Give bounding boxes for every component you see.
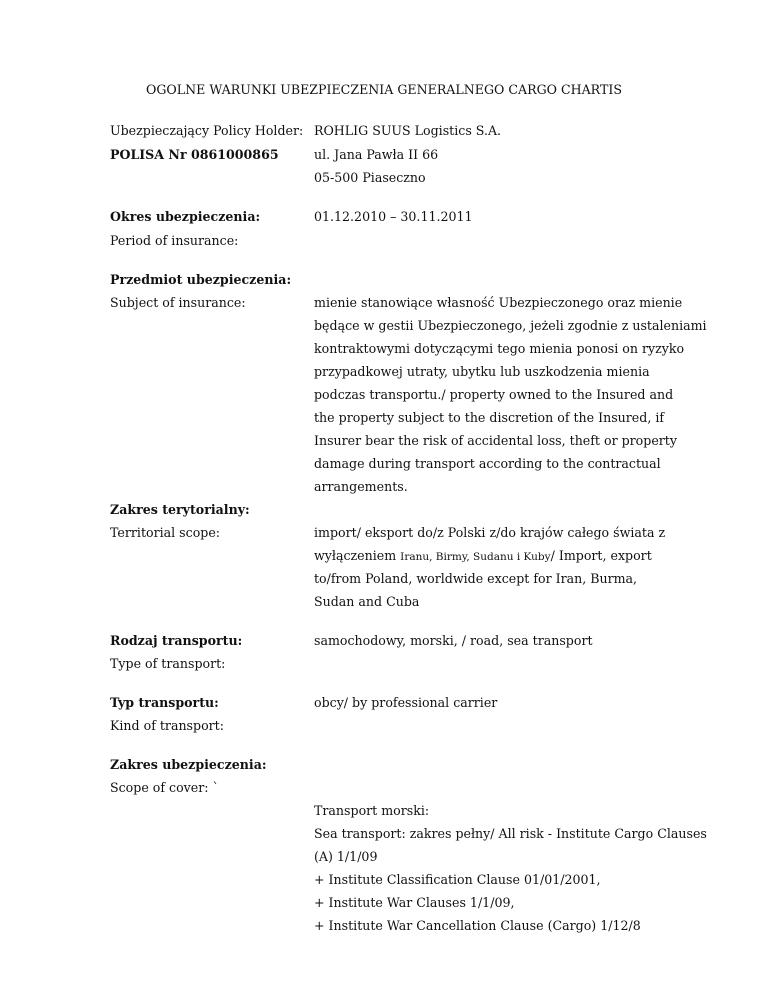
subject-line: przypadkowej utraty, ubytku lub uszkodzenia mienia — [314, 364, 650, 379]
document-title: OGOLNE WARUNKI UBEZPIECZENIA GENERALNEGO CARGO CHARTIS — [146, 82, 622, 97]
policy-number: POLISA Nr 0861000865 — [110, 147, 279, 162]
scope-line: Sea transport: zakres pełny/ All risk - Institute Cargo Clauses — [314, 826, 707, 841]
subject-line: będące w gestii Ubezpieczonego, jeżeli zgodnie z ustaleniami — [314, 318, 707, 333]
territorial-line: Sudan and Cuba — [314, 594, 420, 609]
policy-holder-label: Ubezpieczający Policy Holder: — [110, 123, 304, 138]
transport-type-value: samochodowy, morski, / road, sea transport — [314, 633, 593, 648]
subject-line: podczas transportu./ property owned to the Insured and — [314, 387, 674, 402]
transport-kind-label: Typ transportu: — [110, 695, 219, 710]
transport-type-label: Rodzaj transportu: — [110, 633, 243, 648]
subject-line: Insurer bear the risk of accidental loss, theft or property — [314, 433, 677, 448]
scope-line: + Institute War Cancellation Clause (Cargo) 1/12/8 — [314, 918, 641, 933]
territorial-text: wyłączeniem — [314, 548, 401, 563]
subject-label: Przedmiot ubezpieczenia: — [110, 272, 292, 287]
territorial-label: Zakres terytorialny: — [110, 502, 250, 517]
period-value: 01.12.2010 – 30.11.2011 — [314, 209, 473, 224]
subject-line: kontraktowymi dotyczącymi tego mienia ponosi on ryzyko — [314, 341, 685, 356]
holder-name: ROHLIG SUUS Logistics S.A. — [314, 123, 502, 138]
territorial-text: / Import, export — [550, 548, 652, 563]
scope-line: Transport morski: — [314, 803, 430, 818]
subject-line: mienie stanowiące własność Ubezpieczonego oraz mienie — [314, 295, 683, 310]
period-label: Okres ubezpieczenia: — [110, 209, 261, 224]
subject-line: damage during transport according to the contractual — [314, 456, 661, 471]
territorial-label-en: Territorial scope: — [110, 525, 221, 540]
transport-kind-label-en: Kind of transport: — [110, 718, 224, 733]
transport-kind-value: obcy/ by professional carrier — [314, 695, 498, 710]
scope-label: Zakres ubezpieczenia: — [110, 757, 267, 772]
holder-street: ul. Jana Pawła II 66 — [314, 147, 439, 162]
territorial-line: to/from Poland, worldwide except for Iran, Burma, — [314, 571, 638, 586]
subject-line: arrangements. — [314, 479, 408, 494]
holder-city: 05-500 Piaseczno — [314, 170, 426, 185]
scope-label-en: Scope of cover: ` — [110, 780, 219, 795]
territorial-line — [314, 548, 652, 565]
excluded-countries: Iranu, Birmy, Sudanu i Kuby — [400, 551, 551, 563]
period-label-en: Period of insurance: — [110, 233, 239, 248]
scope-line: + Institute War Clauses 1/1/09, — [314, 895, 515, 910]
subject-label-en: Subject of insurance: — [110, 295, 246, 310]
transport-type-label-en: Type of transport: — [110, 656, 226, 671]
territorial-line: import/ eksport do/z Polski z/do krajów całego świata z — [314, 525, 666, 540]
scope-line: + Institute Classification Clause 01/01/2001, — [314, 872, 601, 887]
subject-line: the property subject to the discretion of the Insured, if — [314, 410, 665, 425]
scope-line: (A) 1/1/09 — [314, 849, 378, 864]
